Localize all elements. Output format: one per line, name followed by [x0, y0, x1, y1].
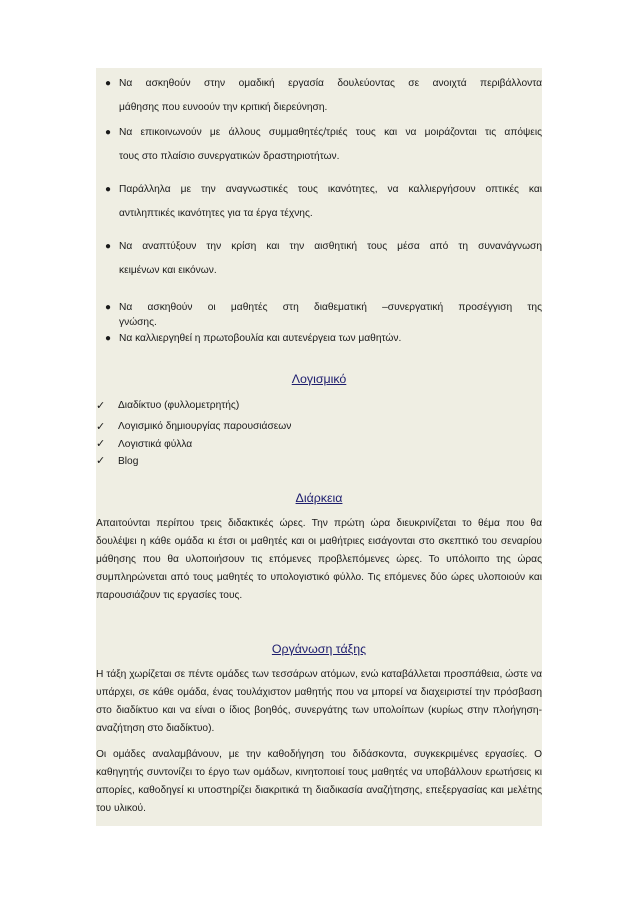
objective-line: Να επικοινωνούν με άλλους συμμαθητές/τριές τους και να μοιράζονται τις απόψεις: [119, 127, 542, 138]
objective-line: τους στο πλαίσιο συνεργατικών δραστηριοτήτων.: [119, 150, 340, 162]
bullet-dot-icon: ●: [105, 184, 112, 195]
organization-paragraph-1: Η τάξη χωρίζεται σε πέντε ομάδες των τεσσάρων ατόμων, ενώ καταβάλλεται προσπάθεια, ώστε να υπάρχει, σε κάθε ομάδα, ένας τουλάχιστον μαθητής που να μπορεί να διαχειριστεί την πρόσβαση στο διαδίκτυο και να είναι ο ίδιος βοηθός, συνεργάτης των υπολοίπων (κυρίως στην πλοήγηση-αναζήτηση στο διαδίκτυο).: [96, 669, 542, 734]
software-item-label: Διαδίκτυο (φυλλομετρητής): [118, 400, 240, 411]
objective-item: [96, 300, 542, 330]
software-heading: Λογισμικό: [291, 372, 347, 386]
software-item-label: Λογιστικά φύλλα: [118, 439, 193, 450]
objective-line: Να ασκηθούν οι μαθητές στη διαθεματική –συνεργατική προσέγγιση της: [119, 302, 542, 313]
bullet-dot-icon: ●: [105, 127, 112, 138]
objective-line: μάθησης που ευνοούν την κριτική διερεύνηση.: [119, 101, 328, 113]
software-item-label: Blog: [118, 456, 139, 467]
software-list: [96, 396, 542, 470]
objective-line: Να ασκηθούν στην ομαδική εργασία δουλεύοντας σε ανοιχτά περιβάλλοντα: [119, 78, 542, 89]
document-content: [96, 72, 542, 818]
organization-paragraph-2: Οι ομάδες αναλαμβάνουν, με την καθοδήγηση του διδάσκοντα, συγκεκριμένες εργασίες. Ο καθηγητής συντονίζει το έργο των ομάδων, κινητοποιεί τους μαθητές να υποβάλλουν ερωτήσεις κι απορίες, καθοδηγεί κι υποστηρίζει διακριτικά τη διαδικασία αναζήτησης, επεξεργασίας και μελέτης του υλικού.: [96, 749, 542, 814]
objective-line: γνώσης.: [119, 317, 157, 328]
objective-item: [96, 121, 542, 168]
objectives-list: [96, 72, 542, 346]
duration-text: Απαιτούνται περίπου τρεις διδακτικές ώρες. Την πρώτη ώρα διευκρινίζεται το θέμα που θα δουλέψει η κάθε ομάδα κι έτσι οι μαθητές και οι μαθήτριες εισάγονται στο σκεπτικό του σεναρίου μάθησης που θα υλοποιήσουν τις επόμενες προβλεπόμενες ώρες. Το υπόλοιπο της ώρας συμπληρώνεται από τους μαθητές το υπολογιστικό φύλλο. Τις επόμενες δύο ώρες υλοποιούν και παρουσιάζουν τις εργασίες τους.: [96, 518, 542, 601]
objective-line: Να αναπτύξουν την κρίση και την αισθητική τους μέσα από τη συνανάγνωση: [119, 241, 542, 252]
objective-line: αντιληπτικές ικανότητες για τα έργα τέχνης.: [119, 207, 313, 219]
bullet-dot-icon: ●: [105, 333, 112, 344]
objective-item: [96, 72, 542, 119]
checkmark-icon: ✓: [96, 400, 106, 412]
checkmark-icon: ✓: [96, 438, 106, 450]
objective-line: κειμένων και εικόνων.: [119, 264, 217, 276]
objective-line: Παράλληλα με την αναγνωστικές τους ικανότητες, να καλλιεργήσουν οπτικές και: [119, 184, 542, 195]
bullet-dot-icon: ●: [105, 302, 112, 313]
software-item: [96, 436, 542, 453]
bullet-dot-icon: ●: [105, 241, 112, 252]
software-item-label: Λογισμικό δημιουργίας παρουσιάσεων: [118, 421, 292, 432]
software-item: [96, 418, 542, 436]
duration-heading: Διάρκεια: [295, 491, 343, 505]
objective-item: [96, 178, 542, 225]
checkmark-icon: ✓: [96, 455, 106, 467]
objective-item: [96, 235, 542, 282]
software-item: [96, 396, 542, 416]
bullet-dot-icon: ●: [105, 78, 112, 89]
software-item: [96, 453, 542, 470]
objective-item: [96, 331, 542, 346]
checkmark-icon: ✓: [96, 421, 106, 433]
objective-line: Να καλλιεργηθεί η πρωτοβουλία και αυτενέργεια των μαθητών.: [119, 333, 402, 344]
organization-heading: Οργάνωση τάξης: [271, 642, 367, 656]
